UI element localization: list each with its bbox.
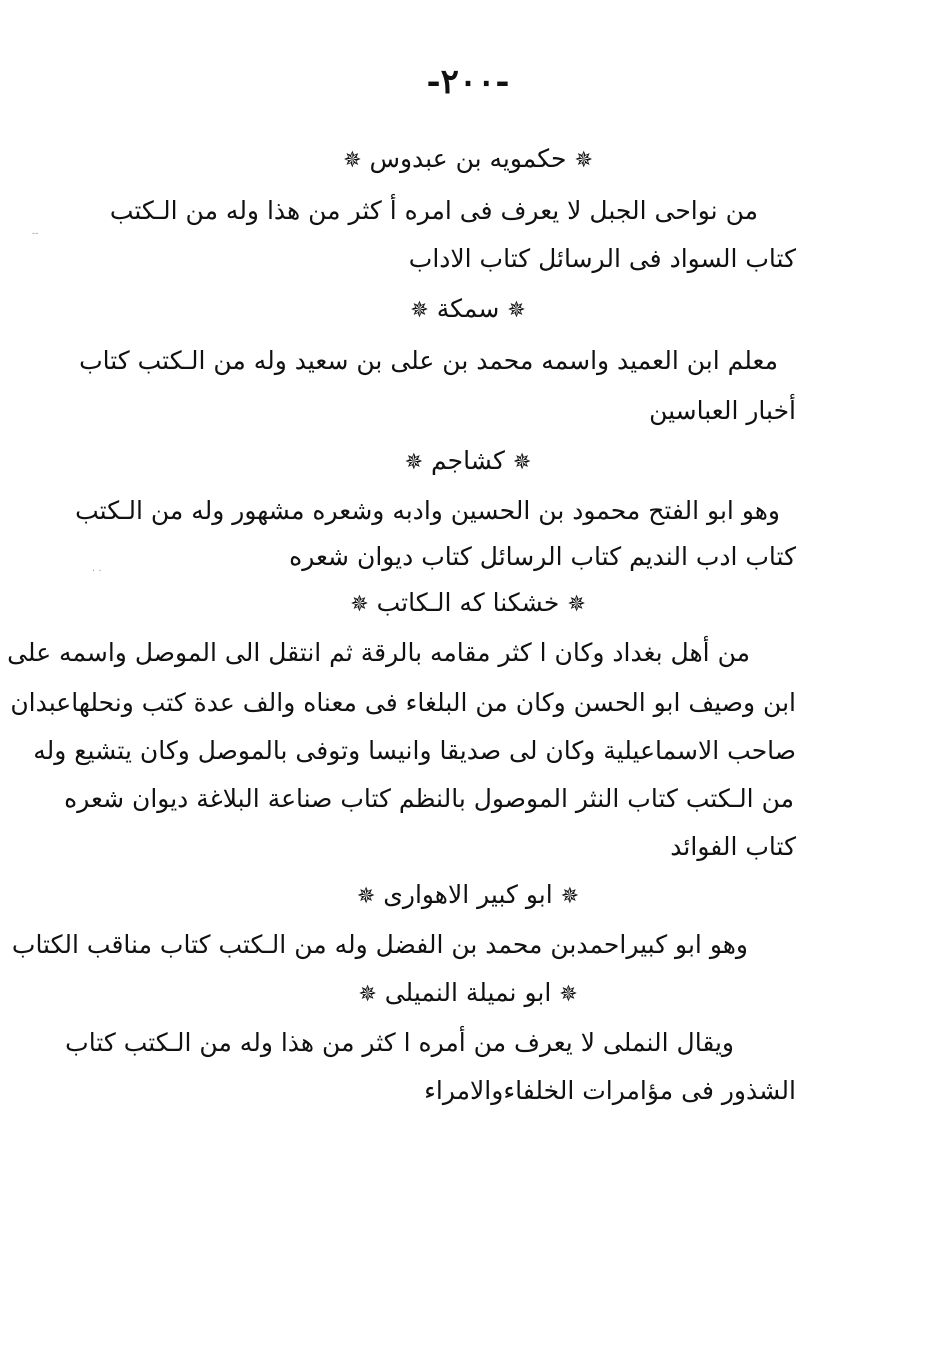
section-heading	[0, 584, 936, 624]
text-line: أخبار العباسين	[649, 396, 796, 425]
ornament-right-icon: ✵	[567, 592, 586, 617]
section-title: خشكنا كه الـكاتب	[376, 588, 560, 617]
ornament-right-icon: ✵	[574, 148, 593, 173]
text-line: من نواحى الجبل لا يعرف فى امره أ كثر من هذا وله من الـكتب	[109, 196, 758, 225]
text-line: كتاب الفوائد	[670, 832, 796, 861]
section-heading	[0, 290, 936, 330]
scan-speck: · ·	[92, 566, 102, 577]
section-title: كشاجم	[431, 446, 505, 475]
text-line: من الـكتب كتاب النثر الموصول بالنظم كتاب صناعة البلاغة ديوان شعره	[64, 784, 794, 813]
ornament-left-icon: ✵	[358, 982, 377, 1007]
text-line: وهو ابو كبيراحمدبن محمد بن الفضل وله من الـكتب كتاب مناقب الكتاب	[11, 930, 748, 959]
text-line: الشذور فى مؤامرات الخلفاءوالامراء	[424, 1076, 796, 1105]
text-line: وهو ابو الفتح محمود بن الحسين وادبه وشعره مشهور وله من الـكتب	[75, 496, 780, 525]
text-line: كتاب السواد فى الرسائل كتاب الاداب	[408, 244, 796, 273]
section-heading	[0, 974, 936, 1014]
ornament-left-icon: ✵	[410, 298, 429, 323]
section-title: سمكة	[436, 294, 500, 323]
text-line: صاحب الاسماعيلية وكان لى صديقا وانيسا وتوفى بالموصل وكان يتشيع وله	[33, 736, 796, 765]
ornament-right-icon: ✵	[512, 450, 532, 475]
text-line: ويقال النملى لا يعرف من أمره ا كثر من هذا وله من الـكتب كتاب	[65, 1028, 734, 1057]
text-line: معلم ابن العميد واسمه محمد بن على بن سعيد وله من الـكتب كتاب	[79, 346, 778, 375]
ornament-right-icon: ✵	[560, 884, 580, 909]
section-title: ابو نميلة النميلى	[384, 978, 552, 1007]
text-line: ابن وصيف ابو الحسن وكان من البلغاء فى معناه والف عدة كتب ونحلهاعبدان	[10, 688, 796, 717]
text-line: كتاب ادب النديم كتاب الرسائل كتاب ديوان شعره	[289, 542, 796, 571]
ornament-left-icon: ✵	[356, 884, 376, 909]
scan-speck: ˗˗	[32, 228, 39, 239]
ornament-left-icon: ✵	[404, 450, 424, 475]
page-number: -٢٠٠-	[426, 62, 510, 102]
text-line: من أهل بغداد وكان ا كثر مقامه بالرقة ثم انتقل الى الموصل واسمه على	[7, 638, 750, 667]
ornament-left-icon: ✵	[350, 592, 369, 617]
section-title: ابو كبير الاهوارى	[383, 880, 553, 909]
ornament-right-icon: ✵	[559, 982, 578, 1007]
section-heading	[0, 140, 936, 180]
section-title: حكمويه بن عبدوس	[369, 144, 567, 173]
ornament-right-icon: ✵	[507, 298, 526, 323]
ornament-left-icon: ✵	[343, 148, 362, 173]
section-heading	[0, 442, 936, 482]
section-heading	[0, 876, 936, 916]
